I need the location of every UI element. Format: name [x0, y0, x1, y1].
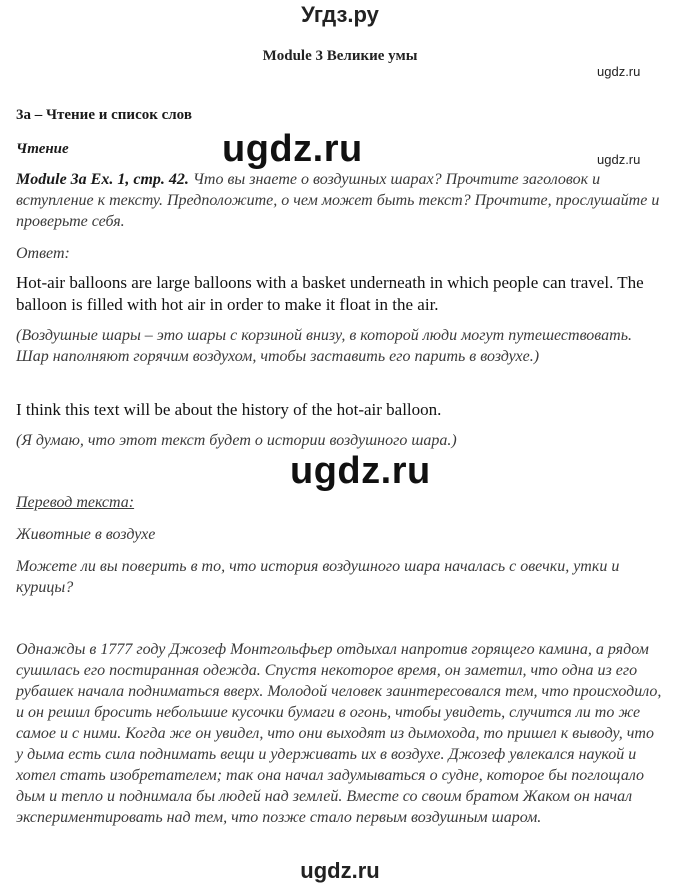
task-reference: Module 3a Ex. 1, стр. 42. [16, 171, 189, 188]
answer-english-2: I think this text will be about the history of the hot-air balloon. [16, 400, 442, 419]
task-text: Что вы знаете о воздушных шарах? Прочтите заголовок и вступление к тексту. Предположите, о чем может быть текст? Прочтите, прослушайте и проверьте себя. [16, 171, 660, 230]
answer-label: Ответ: [16, 245, 70, 262]
answer-russian-2: (Я думаю, что этот текст будет о истории воздушного шара.) [16, 432, 457, 449]
answer-english-1: Hot-air balloons are large balloons with a basket underneath in which people can travel. The balloon is filled with hot air in order to make it float in the air. [16, 273, 644, 314]
translation-body: Однажды в 1777 году Джозеф Монтгольфьер отдыхал напротив горящего камина, а рядом сушилась его постиранная одежда. Спустя некоторое время, он заметил, что одна из его рубашек начала подниматься вверх. Молодой человек заинтересовался тем, что происходило, и он решил бросить небольшие кусочки бумаги в огонь, чтобы увидеть, случится ли то же самое и с ними. Когда же он увидел, что они выходят из дымохода, то пришел к выводу, что у дыма есть сила поднимать вещи и удерживать их в воздухе. Джозеф увлекался наукой и хотел стать изобретателем; так она начал задумываться о судне, которое бы поглощало дым и тепло и поднимала бы людей над землей. Вместе со своим братом Жаком он начал экспериментировать над тем, что позже стало первым воздушным шаром. [16, 641, 662, 826]
task-paragraph [16, 169, 664, 232]
reading-heading: Чтение [16, 141, 69, 157]
watermark-large-lower: ugdz.ru [290, 450, 431, 492]
module-title: Module 3 Великие умы [262, 48, 418, 64]
site-title: Угдз.ру [301, 2, 379, 27]
translation-title: Животные в воздухе [16, 526, 156, 543]
translation-intro: Можете ли вы поверить в то, что история воздушного шара началась с овечки, утки и курицы? [16, 558, 620, 596]
watermark-footer: ugdz.ru [300, 858, 380, 883]
section-heading: 3а – Чтение и список слов [16, 107, 192, 123]
answer-russian-1: (Воздушные шары – это шары с корзиной внизу, в которой люди могут путешествовать. Шар наполняют горячим воздухом, чтобы заставить его парить в воздухе.) [16, 327, 632, 365]
watermark-small-middle: ugdz.ru [597, 152, 641, 167]
watermark-large-upper: ugdz.ru [222, 128, 363, 170]
watermark-small-top: ugdz.ru [597, 64, 641, 79]
translation-label: Перевод текста: [16, 494, 135, 511]
